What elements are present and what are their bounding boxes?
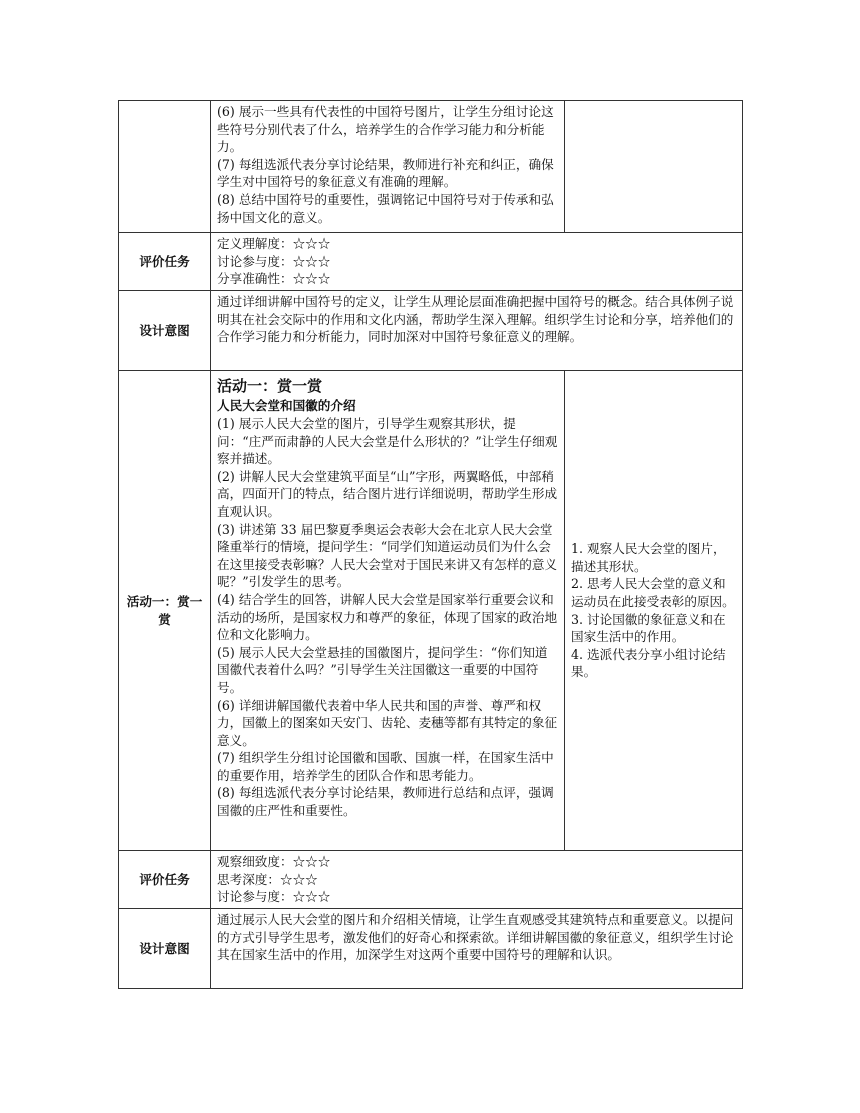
lesson-plan-table [118, 100, 743, 989]
star-rating: ☆☆☆ [292, 236, 331, 251]
paragraph: (8) 每组选派代表分享讨论结果，教师进行总结和点评，强调国徽的庄严性和重要性。 [217, 785, 554, 819]
row-label-design: 设计意图 [119, 291, 211, 371]
table-row [119, 851, 743, 909]
paragraph: (3) 讲述第 33 届巴黎夏季奥运会表彰大会在北京人民大会堂隆重举行的情境，提问学生：“同学们知道运动员们为什么会在这里接受表彰嘛？人民大会堂对于国民来讲又有怎样的意义呢？”引发学生的思考。 [217, 521, 558, 590]
paragraph: (2) 讲解人民大会堂建筑平面呈“山”字形，两翼略低，中部稍高，四面开门的特点，结合图片进行详细说明，帮助学生形成直观认识。 [217, 468, 558, 519]
table-row [119, 101, 743, 233]
student-activity-item: 1. 观察人民大会堂的图片，描述其形状。 [571, 541, 726, 574]
evaluation-item: 讨论参与度：☆☆☆ [217, 253, 331, 269]
row-label-evaluation: 评价任务 [119, 851, 211, 909]
star-rating: ☆☆☆ [292, 854, 331, 869]
row-label-evaluation: 评价任务 [119, 233, 211, 291]
evaluation-item: 定义理解度：☆☆☆ [217, 236, 331, 251]
star-rating: ☆☆☆ [292, 253, 331, 269]
evaluation-cell [211, 851, 743, 909]
design-intent-cell: 通过详细讲解中国符号的定义，让学生从理论层面准确把握中国符号的概念。结合具体例子说明其在社会交际中的作用和文化内涵，帮助学生深入理解。组织学生讨论和分享，培养他们的合作学习能力和分析能力，同时加深对中国符号象征意义的理解。 [211, 291, 743, 371]
student-activity-item: 4. 选派代表分享小组讨论结果。 [571, 646, 726, 680]
evaluation-item: 思考深度：☆☆☆ [217, 871, 318, 887]
activity-subtitle: 人民大会堂和国徽的介绍 [217, 398, 356, 413]
paragraph: (8) 总结中国符号的重要性，强调铭记中国符号对于传承和弘扬中国文化的意义。 [217, 191, 554, 225]
paragraph: (5) 展示人民大会堂悬挂的国徽图片，提问学生：“你们知道国徽代表着什么吗？”引导学生关注国徽这一重要的中国符号。 [217, 644, 548, 695]
activity-title: 活动一：赏一赏 [217, 377, 323, 395]
evaluation-item: 分享准确性：☆☆☆ [217, 271, 331, 287]
paragraph: (6) 详细讲解国徽代表着中华人民共和国的声誉、尊严和权力，国徽上的图案如天安门、齿轮、麦穗等都有其特定的象征意义。 [217, 697, 558, 748]
paragraph: (4) 结合学生的回答，讲解人民大会堂是国家举行重要会议和活动的场所，是国家权力和尊严的象征，体现了国家的政治地位和文化影响力。 [217, 591, 558, 643]
student-activity-item: 3. 讨论国徽的象征意义和在国家生活中的作用。 [571, 611, 726, 645]
teacher-activity-cell [211, 371, 565, 851]
table-row [119, 233, 743, 291]
student-activity-cell-empty [565, 101, 743, 233]
row-label-activity: 活动一：赏一赏 [119, 371, 211, 851]
paragraph: (7) 组织学生分组讨论国徽和国歌、国旗一样，在国家生活中的重要作用，培养学生的团队合作和思考能力。 [217, 750, 554, 783]
table-row [119, 909, 743, 989]
table-row [119, 371, 743, 851]
evaluation-item: 讨论参与度：☆☆☆ [217, 889, 331, 905]
table-row [119, 291, 743, 371]
star-rating: ☆☆☆ [279, 871, 318, 887]
paragraph: (7) 每组选派代表分享讨论结果，教师进行补充和纠正，确保学生对中国符号的象征意义有准确的理解。 [217, 156, 554, 190]
row-label-empty [119, 101, 211, 233]
paragraph: (1) 展示人民大会堂的图片，引导学生观察其形状，提问：“庄严而肃静的人民大会堂是什么形状的？”让学生仔细观察并描述。 [217, 416, 558, 467]
paragraph: (6) 展示一些具有代表性的中国符号图片，让学生分组讨论这些符号分别代表了什么，培养学生的合作学习能力和分析能力。 [217, 104, 554, 155]
evaluation-cell [211, 233, 743, 291]
teacher-activity-cell [211, 101, 565, 233]
student-activity-item: 2. 思考人民大会堂的意义和运动员在此接受表彰的原因。 [571, 576, 735, 609]
star-rating: ☆☆☆ [292, 889, 331, 905]
evaluation-item: 观察细致度：☆☆☆ [217, 854, 331, 869]
star-rating: ☆☆☆ [292, 271, 331, 287]
design-intent-cell: 通过展示人民大会堂的图片和介绍相关情境，让学生直观感受其建筑特点和重要意义。以提问的方式引导学生思考，激发他们的好奇心和探索欲。详细讲解国徽的象征意义，组织学生讨论其在国家生活中的作用，加深学生对这两个重要中国符号的理解和认识。 [211, 909, 743, 989]
student-activity-cell [565, 371, 743, 851]
row-label-design: 设计意图 [119, 909, 211, 989]
